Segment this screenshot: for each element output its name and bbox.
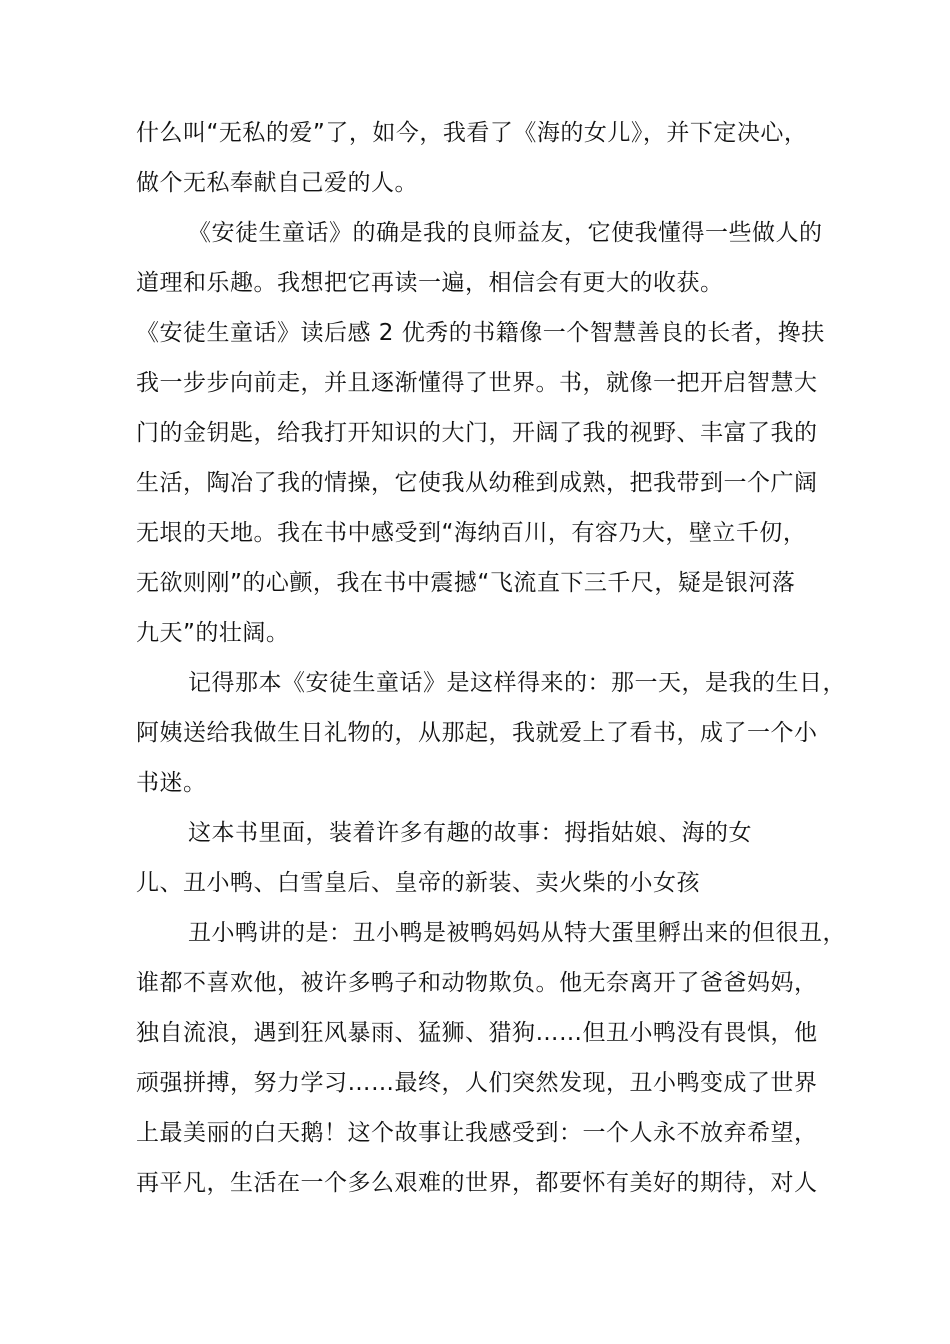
text-line: 什么叫“无私的爱”了，如今，我看了《海的女儿》，并下定决心，	[136, 120, 808, 146]
text-line: 无垠的天地。我在书中感受到“海纳百川，有容乃大，壁立千仞，	[136, 520, 807, 546]
text-line: 九天”的壮阔。	[136, 620, 290, 646]
text-line: 独自流浪，遇到狂风暴雨、猛狮、猎狗……但丑小鸭没有畏惧，他	[136, 1020, 818, 1046]
text-line: 记得那本《安徒生童话》是这样得来的：那一天，是我的生日，	[188, 670, 846, 696]
text-line: 门的金钥匙，给我打开知识的大门，开阔了我的视野、丰富了我的	[136, 420, 818, 446]
text-line: 生活，陶冶了我的情操，它使我从幼稚到成熟，把我带到一个广阔	[136, 470, 818, 496]
text-line: 再平凡，生活在一个多么艰难的世界，都要怀有美好的期待，对人	[136, 1170, 818, 1196]
text-line: 做个无私奉献自己爱的人。	[136, 170, 418, 196]
text-line: 丑小鸭讲的是：丑小鸭是被鸭妈妈从特大蛋里孵出来的但很丑，	[188, 920, 846, 946]
text-line: 无欲则刚”的心颤，我在书中震撼“飞流直下三千尺，疑是银河落	[136, 570, 796, 596]
text-line: 顽强拼搏，努力学习……最终，人们突然发现，丑小鸭变成了世界	[136, 1070, 818, 1096]
text-line: 上最美丽的白天鹅！这个故事让我感受到：一个人永不放弃希望，	[136, 1120, 818, 1146]
text-line: 《安徒生童话》的确是我的良师益友，它使我懂得一些做人的	[188, 220, 823, 246]
text-line: 道理和乐趣。我想把它再读一遍，相信会有更大的收获。	[136, 270, 724, 296]
text-line: 阿姨送给我做生日礼物的，从那起，我就爱上了看书，成了一个小	[136, 720, 818, 746]
text-line: 这本书里面，装着许多有趣的故事：拇指姑娘、海的女	[188, 820, 752, 846]
text-line: 《安徒生童话》读后感 2 优秀的书籍像一个智慧善良的长者，搀扶	[136, 320, 825, 346]
text-line: 书迷。	[136, 770, 207, 796]
text-line: 谁都不喜欢他，被许多鸭子和动物欺负。他无奈离开了爸爸妈妈，	[136, 970, 818, 996]
text-line: 我一步步向前走，并且逐渐懂得了世界。书，就像一把开启智慧大	[136, 370, 818, 396]
text-line: 儿、丑小鸭、白雪皇后、皇帝的新装、卖火柴的小女孩	[136, 870, 700, 896]
